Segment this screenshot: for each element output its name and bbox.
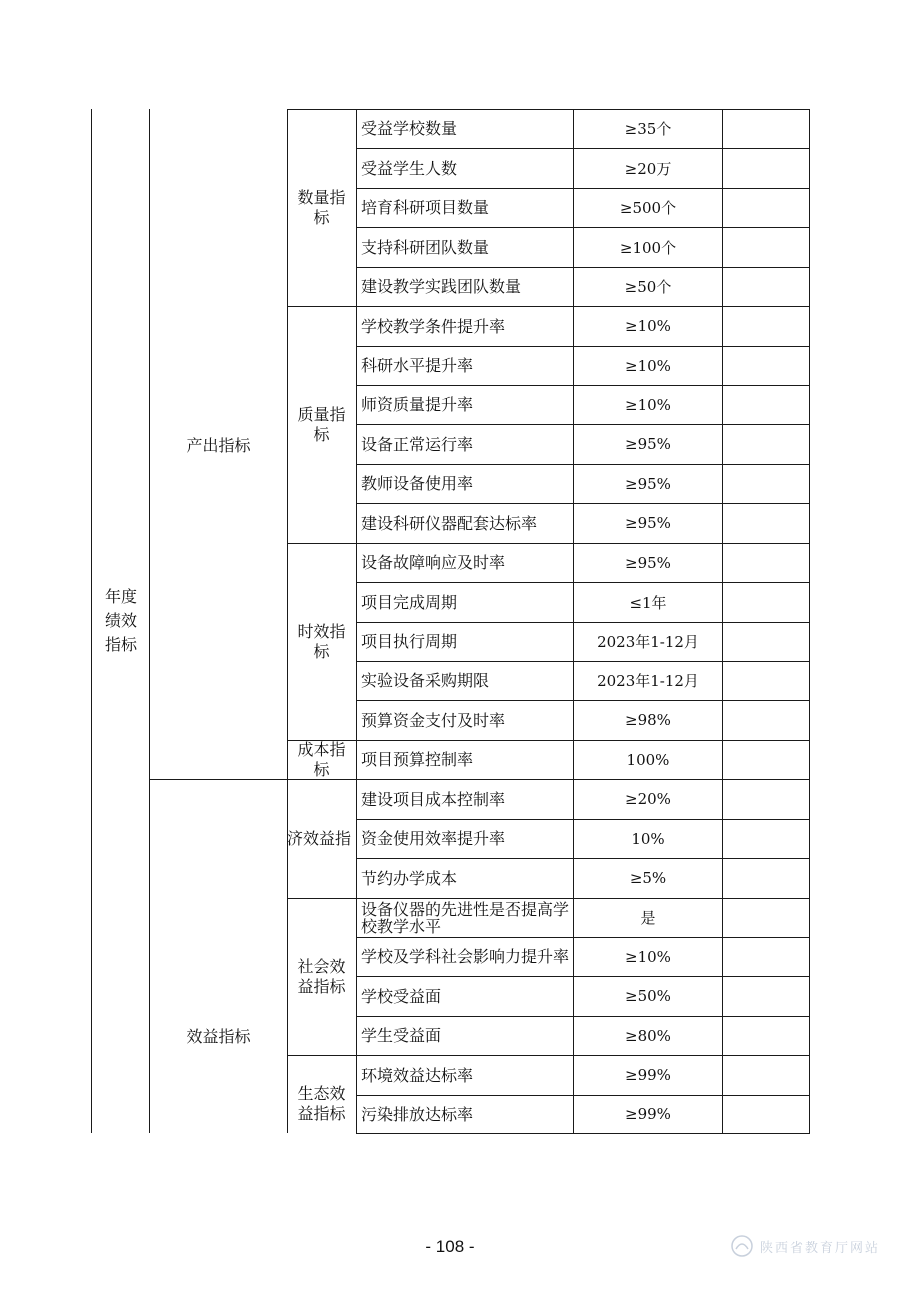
indicator-value: ≥50%	[625, 987, 671, 1005]
subcategory-quality: 质量指标	[297, 404, 346, 444]
row-line	[356, 1133, 810, 1134]
indicator-value: ≤1年	[629, 593, 667, 612]
indicator-name: 受益学校数量	[361, 119, 458, 138]
indicator-name: 教师设备使用率	[361, 474, 474, 493]
indicator-value: ≥80%	[625, 1026, 671, 1045]
indicator-name: 环境效益达标率	[361, 1065, 474, 1085]
indicator-name: 学校受益面	[361, 986, 442, 1006]
indicator-name: 项目完成周期	[361, 592, 458, 612]
indicator-name: 项目执行周期	[361, 632, 458, 651]
indicator-value: ≥100个	[619, 238, 677, 257]
indicator-value: ≥50个	[624, 278, 672, 296]
indicator-value: ≥20%	[625, 790, 671, 808]
indicator-name: 实验设备采购期限	[361, 671, 490, 690]
indicator-value: ≥10%	[625, 317, 671, 335]
indicator-value: 是	[640, 909, 656, 927]
watermark-text: 陕西省教育厅网站	[760, 1240, 881, 1256]
indicator-name: 建设教学实践团队数量	[361, 277, 522, 296]
indicator-value: ≥98%	[625, 711, 671, 729]
indicator-name: 建设项目成本控制率	[361, 789, 506, 809]
indicator-value: ≥95%	[625, 553, 671, 572]
table-divider-col3	[356, 109, 357, 1133]
indicator-name: 科研水平提升率	[361, 356, 474, 375]
page-number: - 108 -	[425, 1237, 475, 1256]
subcategory-ecological: 生态效益指标	[297, 1084, 346, 1123]
indicator-value: 2023年1-12月	[597, 672, 699, 690]
indicator-name: 设备故障响应及时率	[361, 553, 506, 572]
indicator-name: 节约办学成本	[361, 868, 458, 888]
indicator-value: ≥10%	[625, 356, 671, 375]
subcategory-timeliness: 时效指标	[297, 621, 346, 661]
table-divider-col5	[722, 109, 723, 1133]
indicator-name: 预算资金支付及时率	[361, 710, 506, 730]
indicator-name: 设备仪器的先进性是否提高学校教学水平	[361, 899, 570, 936]
subcategory-social: 社会效益指标	[297, 956, 346, 996]
category-benefit: 效益指标	[186, 1027, 251, 1046]
indicator-name: 支持科研团队数量	[361, 237, 490, 257]
subcategory-cost: 成本指标	[297, 739, 346, 779]
indicator-value: ≥35个	[624, 120, 672, 138]
site-watermark	[730, 1231, 900, 1261]
indicator-value: ≥95%	[625, 514, 671, 532]
indicator-name: 资金使用效率提升率	[361, 829, 506, 848]
indicator-value: ≥20万	[624, 159, 672, 178]
indicator-name: 学生受益面	[361, 1026, 442, 1045]
watermark-logo-icon	[730, 1234, 754, 1258]
indicator-value: 2023年1-12月	[597, 633, 699, 651]
indicator-value: ≥10%	[625, 947, 671, 966]
subcategory-economic: 济效益指	[287, 828, 352, 848]
indicator-name: 学校及学科社会影响力提升率	[361, 947, 570, 966]
subcategory-quantity: 数量指标	[297, 187, 346, 227]
indicator-name: 设备正常运行率	[361, 434, 474, 454]
indicator-name: 师资质量提升率	[361, 395, 474, 414]
indicator-value: 100%	[626, 750, 670, 769]
indicator-name: 培育科研项目数量	[361, 198, 490, 217]
indicator-name: 学校教学条件提升率	[361, 316, 506, 336]
indicator-value: ≥5%	[629, 869, 667, 887]
indicator-name: 污染排放达标率	[361, 1104, 474, 1124]
category-level1: 年度绩效指标	[104, 587, 137, 654]
indicator-value: ≥95%	[625, 435, 671, 453]
indicator-value: 10%	[631, 829, 665, 848]
indicator-value: ≥500个	[619, 199, 677, 217]
indicator-name: 建设科研仪器配套达标率	[361, 513, 538, 533]
indicator-value: ≥95%	[625, 474, 671, 493]
indicator-name: 项目预算控制率	[361, 750, 474, 769]
indicator-value: ≥10%	[625, 395, 671, 414]
category-output: 产出指标	[186, 435, 251, 455]
table-border-right	[809, 109, 810, 1133]
indicator-value: ≥99%	[625, 1066, 671, 1084]
indicator-value: ≥99%	[625, 1105, 671, 1123]
indicator-name: 受益学生人数	[361, 158, 458, 178]
